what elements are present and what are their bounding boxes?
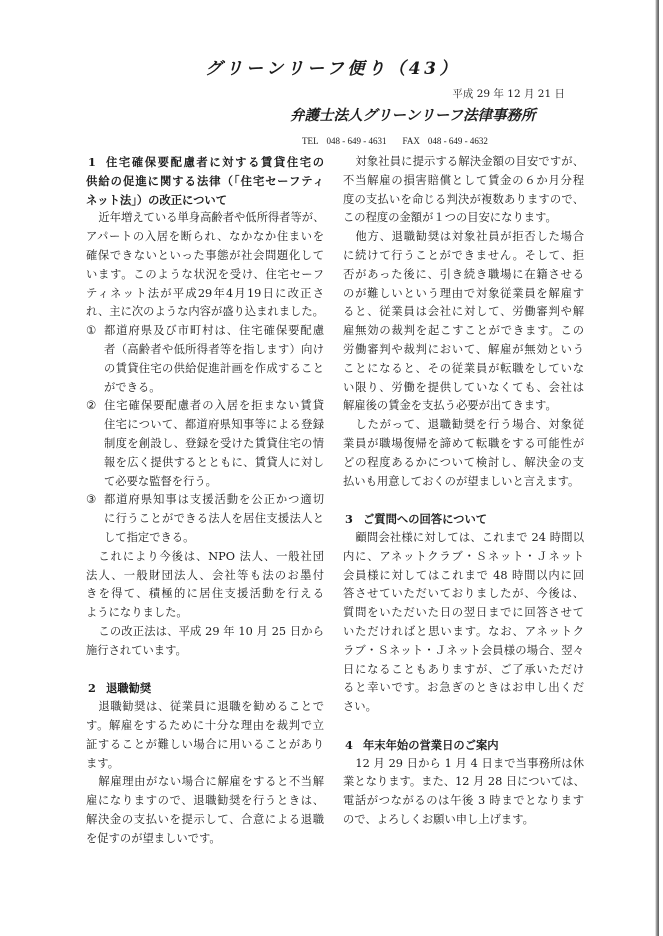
text-line [86,454,324,473]
paragraph [343,153,584,228]
line-text: 否があった後に、引き続き職場に在籍させる [343,267,584,281]
line-text: いただければと思います。なお、アネットク [343,624,584,638]
text-line [343,548,584,567]
paragraph [86,773,324,848]
line-text: この改正法は、平成 29 年 10 月 25 日から [98,624,324,638]
text-line [343,679,584,698]
text-line [343,191,584,210]
line-text: ネット法」）の改正について [86,192,227,207]
fax-label: FAX [402,136,420,146]
paragraph [343,228,584,416]
line-text: に行うことができる法人を居住支援法人と [104,512,324,526]
section-heading [86,153,324,209]
text-line [343,153,584,172]
text-line [86,435,324,454]
text-line [86,491,324,510]
line-text: ティネット法が平成29年4月19日に改正さ [86,286,324,300]
text-line [86,285,324,304]
text-line [86,153,324,172]
line-text: 施行されています。 [86,643,187,657]
line-text: 者（高齢者や低所得者等を指します）向け [104,342,324,356]
line-text: 対象社員に提示する解決金額の目安ですが、 [355,155,584,168]
blank-line-spacer [343,717,584,736]
line-text: 住宅について、都道府県知事等による登録 [104,418,324,432]
line-text: ができる。 [104,380,161,394]
line-text: 確保できないといった事態が社会問題化して [86,248,324,262]
line-text: 退職勧奨は、従業員に退職を勧めることで [98,700,324,714]
text-line [343,454,584,473]
line-text: 年末年始の営業日のご案内 [363,737,499,752]
text-line [86,303,324,322]
text-line [86,679,324,698]
blank-line-spacer [343,491,584,510]
line-text: ると幸いです。お急ぎのときはお申し出くだ [343,681,584,695]
text-line [343,341,584,360]
text-line [343,773,584,792]
line-text: これにより今後は、NPO 法人、一般社団 [98,549,324,563]
text-line [343,322,584,341]
text-line [86,510,324,529]
section-heading [343,736,584,755]
text-line [86,623,324,642]
paragraph [86,698,324,773]
line-text: この程度の金額が１つの目安になります。 [343,211,557,225]
issue-date: 平成 29 年 12 月 21 日 [452,88,565,100]
section-number: 2 [88,681,96,696]
line-text: 解決金の支払いを提示して、合意による退職 [86,812,324,826]
text-line [86,266,324,285]
text-line [343,604,584,623]
line-text: して指定できる。 [104,530,195,544]
text-line [343,416,584,435]
line-text: 供給の促進に関する法律（「住宅セーフティ [86,173,324,188]
text-line [86,209,324,228]
line-text: 証することが難しい場合に用いることがあり [86,737,324,751]
line-text: に続けて行うことができません。そして、拒 [343,248,584,262]
line-text: 雇になりますので、退職勧奨を行うときは、 [86,794,324,808]
line-text: 法人、一般財団法人、会社等も法のお墨付 [86,568,324,582]
line-text: 他方、退職勧奨は対象社員が拒否した場合 [355,230,584,244]
paragraph [343,755,584,830]
text-line [86,736,324,755]
line-text: 答させていただいておりましたが、今後は、 [343,587,584,601]
text-line [343,510,584,529]
newsletter-title: グリーンリーフ便り（43） [205,59,460,79]
text-line [86,773,324,792]
line-text: 会員様に対してはこれまで 48 時間以内に回 [343,568,584,582]
text-line [343,228,584,247]
text-line [86,717,324,736]
text-line [86,228,324,247]
blank-line-spacer [86,661,324,680]
line-text: 質問をいただいた日の翌日までに回答させて [343,606,584,620]
text-line [343,529,584,548]
text-line [86,567,324,586]
text-line [86,585,324,604]
text-line [86,416,324,435]
text-line [343,585,584,604]
text-line [343,811,584,830]
line-text: 12 月 29 日から 1 月 4 日まで当事務所は休 [355,756,584,770]
text-line [343,736,584,755]
section-heading [343,510,584,529]
left-column [86,153,324,848]
line-text: 報を広く提供するとともに、賃貸人に対し [104,455,324,469]
line-text: 退職勧奨 [106,681,152,696]
tel-number: 048 - 649 - 4631 [326,136,387,146]
text-line [343,360,584,379]
line-text: い限り、労働を提供していなくても、会社は [343,380,584,394]
line-text: 業員が職場復帰を諦めて転職をする可能性が [343,436,584,450]
firm-name: 弁護士法人グリーンリーフ法律事務所 [290,107,536,124]
line-text: 払いも用意しておくのが望ましいと言えます。 [343,474,580,488]
line-text: います。このような状況を受け、住宅セーフ [86,267,324,281]
line-text: ので、よろしくお願い申し上げます。 [343,812,534,826]
text-line [86,322,324,341]
text-line [86,830,324,849]
line-text: 解雇後の賃金を支払う必要が出てきます。 [343,399,557,413]
line-text: を促すのが望ましいです。 [86,831,221,845]
text-line [343,755,584,774]
right-column [343,153,584,830]
line-text: のが難しいという理由で対象従業員を解雇す [343,286,584,300]
line-text: さい。 [343,700,377,714]
text-line [86,360,324,379]
line-text: 労働審判や裁判において、解雇が無効という [343,342,584,356]
text-line [343,247,584,266]
blank-line [86,661,324,680]
text-line [86,604,324,623]
text-line [343,209,584,228]
text-line [86,811,324,830]
line-text: 制度を創設し、登録を受けた賃貸住宅の情 [104,436,324,450]
text-line [86,341,324,360]
blank-line [343,491,584,510]
text-line [343,661,584,680]
text-line [86,529,324,548]
paragraph [343,416,584,491]
line-text: す。解雇をするために十分な理由を裁判で立 [86,718,324,732]
line-text: 内に、アネットクラブ・Ｓネット・Ｊネット [343,549,584,563]
line-text: の賃貸住宅の供給促進計画を作成すること [104,361,324,375]
line-text: ます。 [86,756,119,770]
line-text: きを得て、積極的に居住支援活動を行える [86,587,324,601]
line-text: 日になることもありますが、ご了承いただけ [343,662,584,676]
section-heading [86,679,324,698]
line-text: 都道府県知事は支援活動を公正かつ適切 [104,493,324,507]
blank-line [343,717,584,736]
line-text: 住宅確保要配慮者に対する賃貸住宅の [106,155,324,169]
line-text: れ、主に次のような内容が盛り込まれました。 [86,305,324,319]
text-line [343,435,584,454]
list-marker: ③ [86,493,97,507]
text-line [343,642,584,661]
line-text: ご質問への回答について [363,512,488,527]
text-line [343,567,584,586]
section-number: 1 [88,155,96,169]
text-line [86,379,324,398]
text-line [86,792,324,811]
line-text: 度の支払いを命じる判決が複数ありますので、 [343,192,584,206]
line-text: ことになると、その従業員が転職をしていな [343,361,584,375]
text-line [343,285,584,304]
text-line [86,473,324,492]
text-line [86,698,324,717]
text-line [86,755,324,774]
list-marker: ② [86,399,97,413]
line-text: どの程度あるかについて検討し、解決金の支 [343,455,584,469]
text-line [86,191,324,210]
text-line [343,698,584,717]
fax-number: 048 - 649 - 4632 [427,136,488,146]
line-text: 電話がつながるのは午後 3 時までとなります [343,794,584,808]
text-line [86,642,324,661]
text-line [86,247,324,266]
text-line [343,792,584,811]
line-text: ようになりました。 [86,606,188,620]
section-number: 4 [345,737,353,752]
text-line [86,172,324,191]
text-line [343,303,584,322]
text-line [343,397,584,416]
paragraph [86,209,324,322]
scan-edge-shadow [655,0,659,936]
paragraph [343,529,584,717]
text-line [86,397,324,416]
text-line [343,379,584,398]
paragraph [86,548,324,623]
list-marker: ① [86,324,97,338]
list-item [86,397,324,491]
section-number: 3 [345,512,353,527]
line-text: ラブ・Ｓネット・Ｊネット会員様の場合、翌々 [343,643,584,657]
line-text: 不当解雇の損害賠償として賃金の６か月分程 [343,173,584,187]
line-text: 都道府県及び市町村は、住宅確保要配慮 [104,324,324,338]
line-text: アパートの入居を断られ、なかなか住まいを [86,230,324,244]
text-line [343,266,584,285]
line-text: 住宅確保要配慮者の入居を拒まない賃貸 [104,399,324,413]
line-text: 顧問会社様に対しては、これまで 24 時間以 [355,530,584,544]
text-line [343,623,584,642]
line-text: ると、従業員は会社に対して、労働審判や解 [343,305,584,319]
list-item [86,491,324,547]
line-text: 雇無効の裁判を起こすことができます。この [343,324,584,338]
text-line [343,473,584,492]
contact-info [302,134,488,148]
list-item [86,322,324,397]
tel-label: TEL [302,136,319,146]
text-line [343,172,584,191]
line-text: 近年増えている単身高齢者や低所得者等が、 [98,211,325,225]
line-text: 解雇理由がない場合に解雇をすると不当解 [98,775,324,789]
paragraph [86,623,324,661]
text-line [86,548,324,567]
line-text: したがって、退職勧奨を行う場合、対象従 [355,418,584,432]
line-text: 業となります。また、12 月 28 日については、 [343,775,585,789]
line-text: て必要な監督を行う。 [104,474,217,488]
